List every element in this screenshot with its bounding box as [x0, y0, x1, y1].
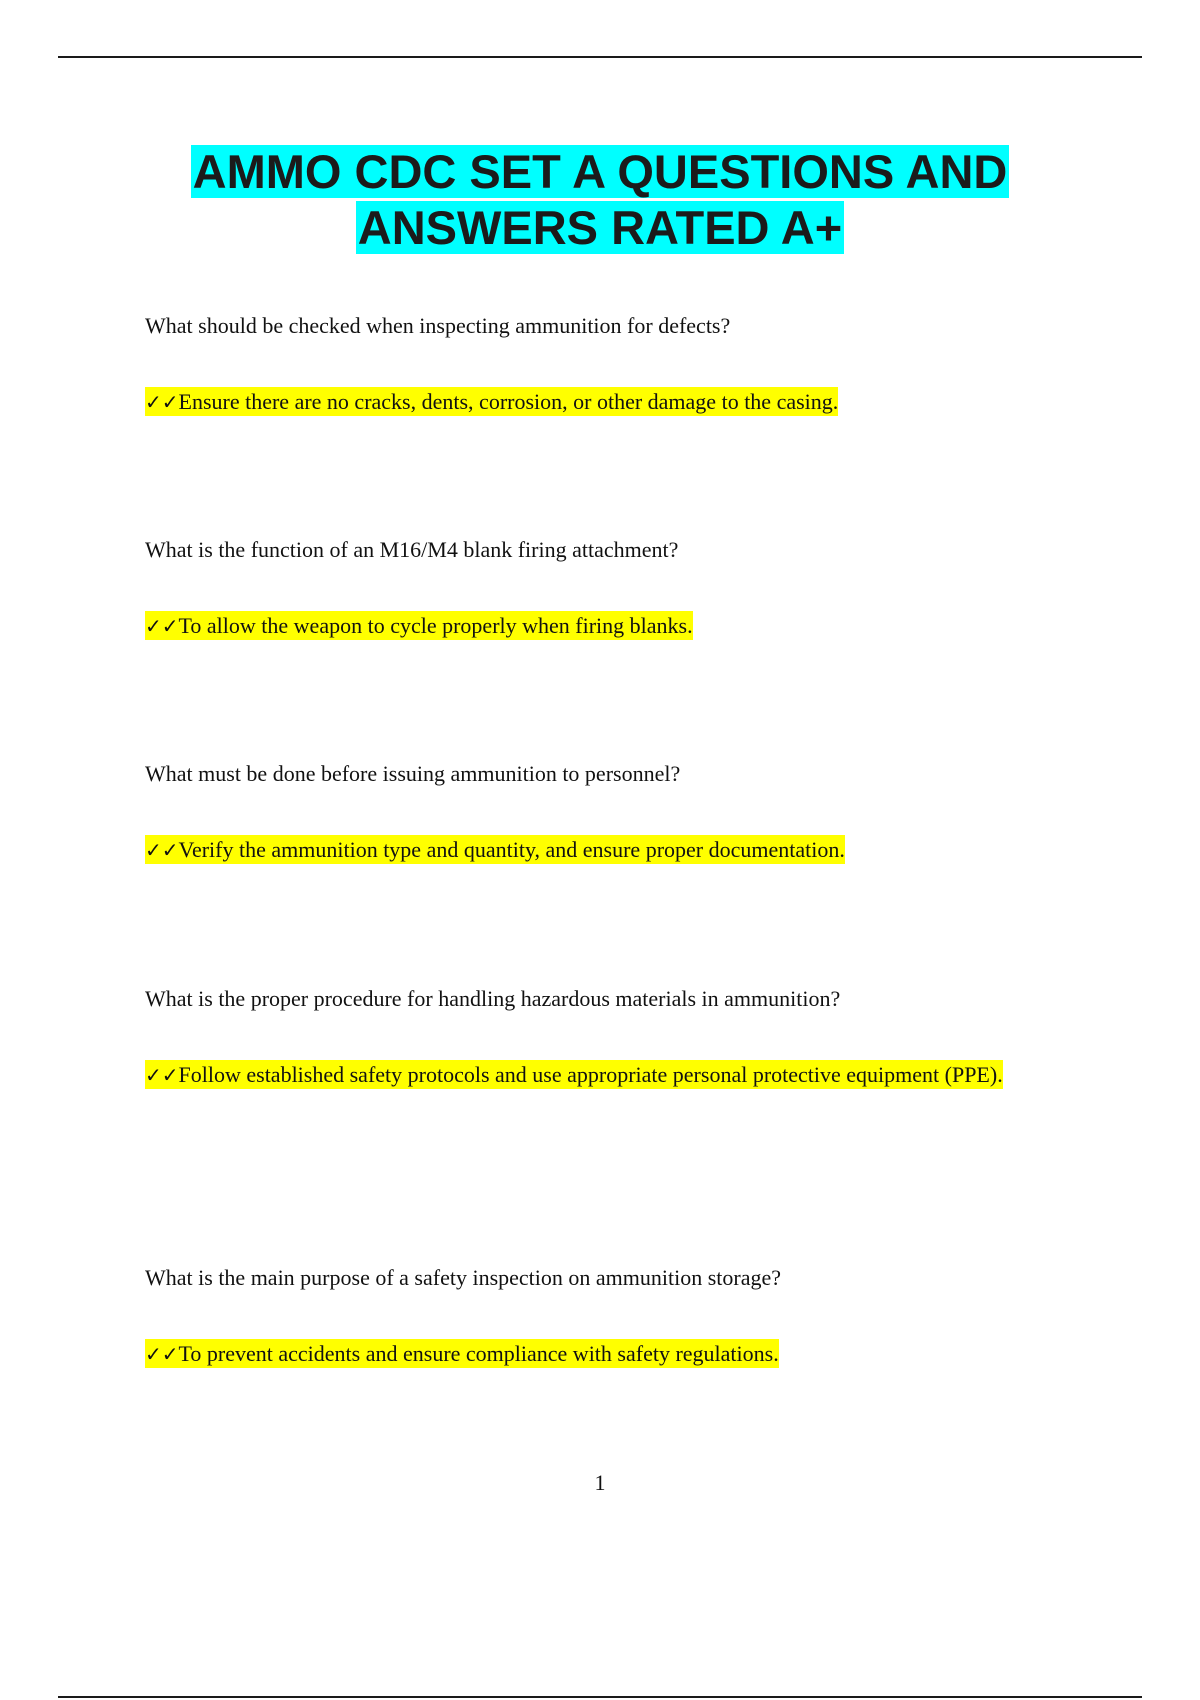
- check-icon: ✓✓: [145, 614, 179, 638]
- title-line-1: AMMO CDC SET A QUESTIONS AND: [192, 145, 1008, 198]
- question-text: What is the function of an M16/M4 blank firing attachment?: [145, 537, 679, 562]
- check-icon: ✓✓: [145, 1063, 179, 1087]
- page-number: 1: [594, 1470, 606, 1495]
- answer-text: [145, 1324, 1045, 1384]
- bottom-rule: [58, 1696, 1142, 1698]
- top-rule: [58, 56, 1142, 58]
- answer-body: To prevent accidents and ensure compliance with safety regulations.: [178, 1341, 779, 1366]
- answer-body: Verify the ammunition type and quantity, and ensure proper documentation.: [178, 837, 845, 862]
- question-text: What should be checked when inspecting ammunition for defects?: [145, 313, 731, 338]
- answer-text: [145, 820, 1045, 880]
- answer-body: Ensure there are no cracks, dents, corrosion, or other damage to the casing.: [178, 389, 839, 414]
- answer-body: Follow established safety protocols and use appropriate personal protective equipment (PPE).: [178, 1062, 1003, 1087]
- answer-body: To allow the weapon to cycle properly when firing blanks.: [178, 613, 693, 638]
- check-icon: ✓✓: [145, 838, 179, 862]
- answer-text: [145, 1045, 1045, 1105]
- question-text: What is the main purpose of a safety inspection on ammunition storage?: [145, 1265, 782, 1290]
- question-text: What must be done before issuing ammunition to personnel?: [145, 761, 681, 786]
- answer-text: [145, 372, 1045, 432]
- title-line-2: ANSWERS RATED A+: [357, 201, 843, 254]
- check-icon: ✓✓: [145, 1342, 179, 1366]
- document-title: [0, 144, 1200, 256]
- check-icon: ✓✓: [145, 390, 179, 414]
- question-text: What is the proper procedure for handling hazardous materials in ammunition?: [145, 986, 841, 1011]
- answer-text: [145, 596, 1045, 656]
